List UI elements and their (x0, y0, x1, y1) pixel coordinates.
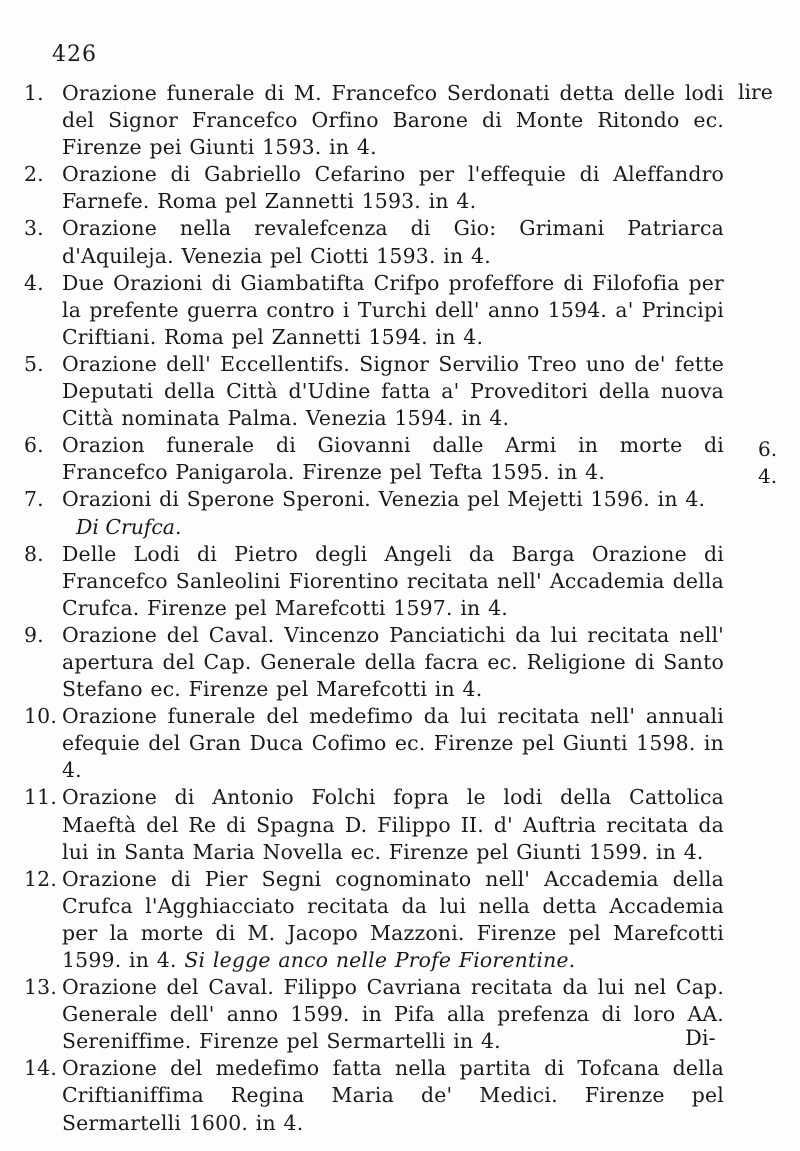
entry-number: 2. (24, 162, 44, 187)
entry-text: Orazione funerale di M. Francefco Serdonati detta delle lodi del Signor Francefco Orfino Barone di Monte Ritondo ec. Firenze pei Giunti 1593. in 4. (62, 81, 724, 160)
list-item (24, 866, 724, 974)
bibliography-list (24, 80, 724, 1137)
entry-number: 11. (24, 785, 58, 810)
entry-text: Due Orazioni di Giambatifta Crifpo profeffore di Filofofia per la prefente guerra contro i Turchi dell' anno 1594. a' Principi Criftiani. Roma pel Zannetti 1594. in 4. (62, 270, 724, 349)
list-item (24, 622, 724, 703)
list-item (24, 161, 724, 215)
list-item (24, 1055, 724, 1136)
entry-text: Orazione di Gabriello Cefarino per l'effequie di Aleffandro Farnefe. Roma pel Zannetti 1593. in 4. (62, 162, 724, 214)
catchword: Di- (685, 1026, 716, 1050)
entry-number: 6. (24, 433, 44, 458)
list-item (24, 486, 724, 513)
entry-number: 3. (24, 216, 44, 241)
page-number: 426 (52, 42, 97, 67)
list-item (24, 80, 724, 161)
entry-text: Orazione funerale del medefimo da lui recitata nell' annuali efequie del Gran Duca Cofimo ec. Firenze pel Giunti 1598. in 4. (62, 704, 724, 783)
list-item (24, 432, 724, 486)
entry-number: 9. (24, 622, 44, 647)
entry-number: 14. (24, 1056, 58, 1081)
margin-note-lire: lire (738, 80, 773, 104)
entry-text: Orazione del medefimo fatta nella partita di Tofcana della Criftianiffima Regina Maria de' Medici. Firenze pel Sermartelli 1600. in 4. (62, 1056, 724, 1135)
entry-text: Orazion funerale di Giovanni dalle Armi in morte di Francefco Panigarola. Firenze pel Tefta 1595. in 4. (62, 433, 724, 485)
entry-text: Orazione di Antonio Folchi fopra le lodi della Cattolica Maeftà del Re di Spagna D. Filippo II. d' Auftria recitata da lui in Santa Maria Novella ec. Firenze pel Giunti 1599. in 4. (62, 785, 724, 864)
list-item (24, 541, 724, 622)
entry-number: 7. (24, 487, 44, 512)
entry-text: Orazione del Caval. Filippo Cavriana recitata da lui nel Cap. Generale dell' anno 1599. in Pifa alla prefenza di loro AA. Sereniffime. Firenze pel Sermartelli in 4. (62, 975, 724, 1054)
entry-number: 8. (24, 541, 44, 566)
entry-text: Orazione nella revalefcenza di Gio: Grimani Patriarca d'Aquileja. Venezia pel Ciotti 1593. in 4. (62, 216, 724, 268)
entry-number: 4. (24, 270, 44, 295)
margin-note-four: 4. (758, 464, 778, 488)
entry-text: Orazione dell' Eccellentifs. Signor Servilio Treo uno de' fette Deputati della Città d'Udine fatta a' Proveditori della nuova Città nominata Palma. Venezia 1594. in 4. (62, 351, 724, 431)
entry-number: 5. (24, 351, 44, 376)
margin-note-six: 6. (758, 437, 778, 461)
entry-number: 10. (24, 704, 58, 729)
entry-number: 1. (24, 81, 44, 105)
list-item (24, 270, 724, 351)
entry-text: Delle Lodi di Pietro degli Angeli da Barga Orazione di Francefco Sanleolini Fiorentino recitata nell' Accademia della Crufca. Firenze pel Marefcotti 1597. in 4. (62, 541, 724, 620)
entry-text: Orazione di Pier Segni cognominato nell' Accademia della Crufca l'Agghiacciato recitata da lui nella detta Accademia per la morte di M. Jacopo Mazzoni. Firenze pel Marefcotti 1599. in 4. (62, 866, 724, 972)
list-item (24, 974, 724, 1055)
section-heading: Di Crufca. (76, 514, 182, 539)
entry-number: 13. (24, 975, 58, 1000)
list-item (24, 215, 724, 269)
entry-text: Orazione del Caval. Vincenzo Panciatichi da lui recitata nell' apertura del Cap. Generale della facra ec. Religione di Santo Stefano ec. Firenze pel Marefcotti in 4. (62, 622, 724, 702)
list-item (24, 351, 724, 432)
entry-text: Orazioni di Sperone Speroni. Venezia pel Mejetti 1596. in 4. (62, 487, 706, 512)
list-item (24, 784, 724, 865)
list-item (24, 703, 724, 784)
entry-note: Si legge anco nelle Profe Fiorentine. (184, 948, 576, 972)
entry-number: 12. (24, 866, 58, 891)
